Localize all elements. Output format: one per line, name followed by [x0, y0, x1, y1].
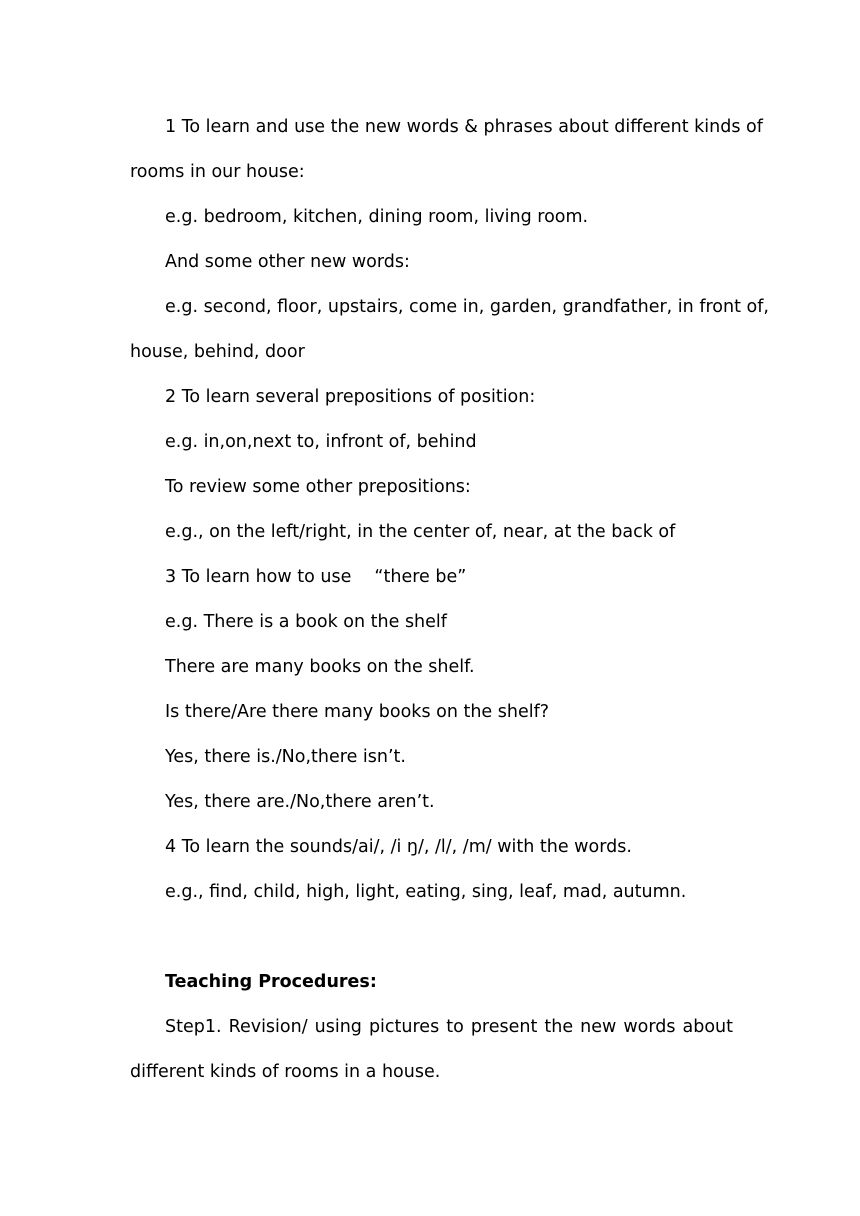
review-examples: e.g., on the left/right, in the center of, near, at the back of [165, 522, 676, 542]
objective-2: 2 To learn several prepositions of position: [165, 387, 536, 407]
there-be-question: Is there/Are there many books on the shelf? [165, 702, 550, 722]
sounds-examples: e.g., find, child, high, light, eating, sing, leaf, mad, autumn. [165, 882, 687, 902]
step1-line-1: Step1. Revision/ using pictures to present the new words about [165, 1017, 733, 1037]
objective-4: 4 To learn the sounds/ai/, /i ŋ/, /l/, /m/ with the words. [165, 837, 632, 857]
objective-1-line-1: 1 To learn and use the new words & phrases about different kinds of [165, 117, 763, 137]
objective-1-line-2: rooms in our house: [130, 162, 305, 182]
review-intro: To review some other prepositions: [165, 477, 471, 497]
other-words-line-1: e.g. second, floor, upstairs, come in, garden, grandfather, in front of, [165, 297, 769, 317]
other-words-line-2: house, behind, door [130, 342, 305, 362]
there-be-answer-1: Yes, there is./No,there isn’t. [165, 747, 406, 767]
prepositions-examples: e.g. in,on,next to, infront of, behind [165, 432, 477, 452]
procedures-heading: Teaching Procedures: [165, 972, 377, 992]
step1-line-2: different kinds of rooms in a house. [130, 1062, 441, 1082]
rooms-examples: e.g. bedroom, kitchen, dining room, living room. [165, 207, 589, 227]
there-be-answer-2: Yes, there are./No,there aren’t. [165, 792, 435, 812]
there-be-example-2: There are many books on the shelf. [165, 657, 475, 677]
there-be-example-1: e.g. There is a book on the shelf [165, 612, 447, 632]
objective-3: 3 To learn how to use “there be” [165, 567, 467, 587]
other-words-intro: And some other new words: [165, 252, 410, 272]
